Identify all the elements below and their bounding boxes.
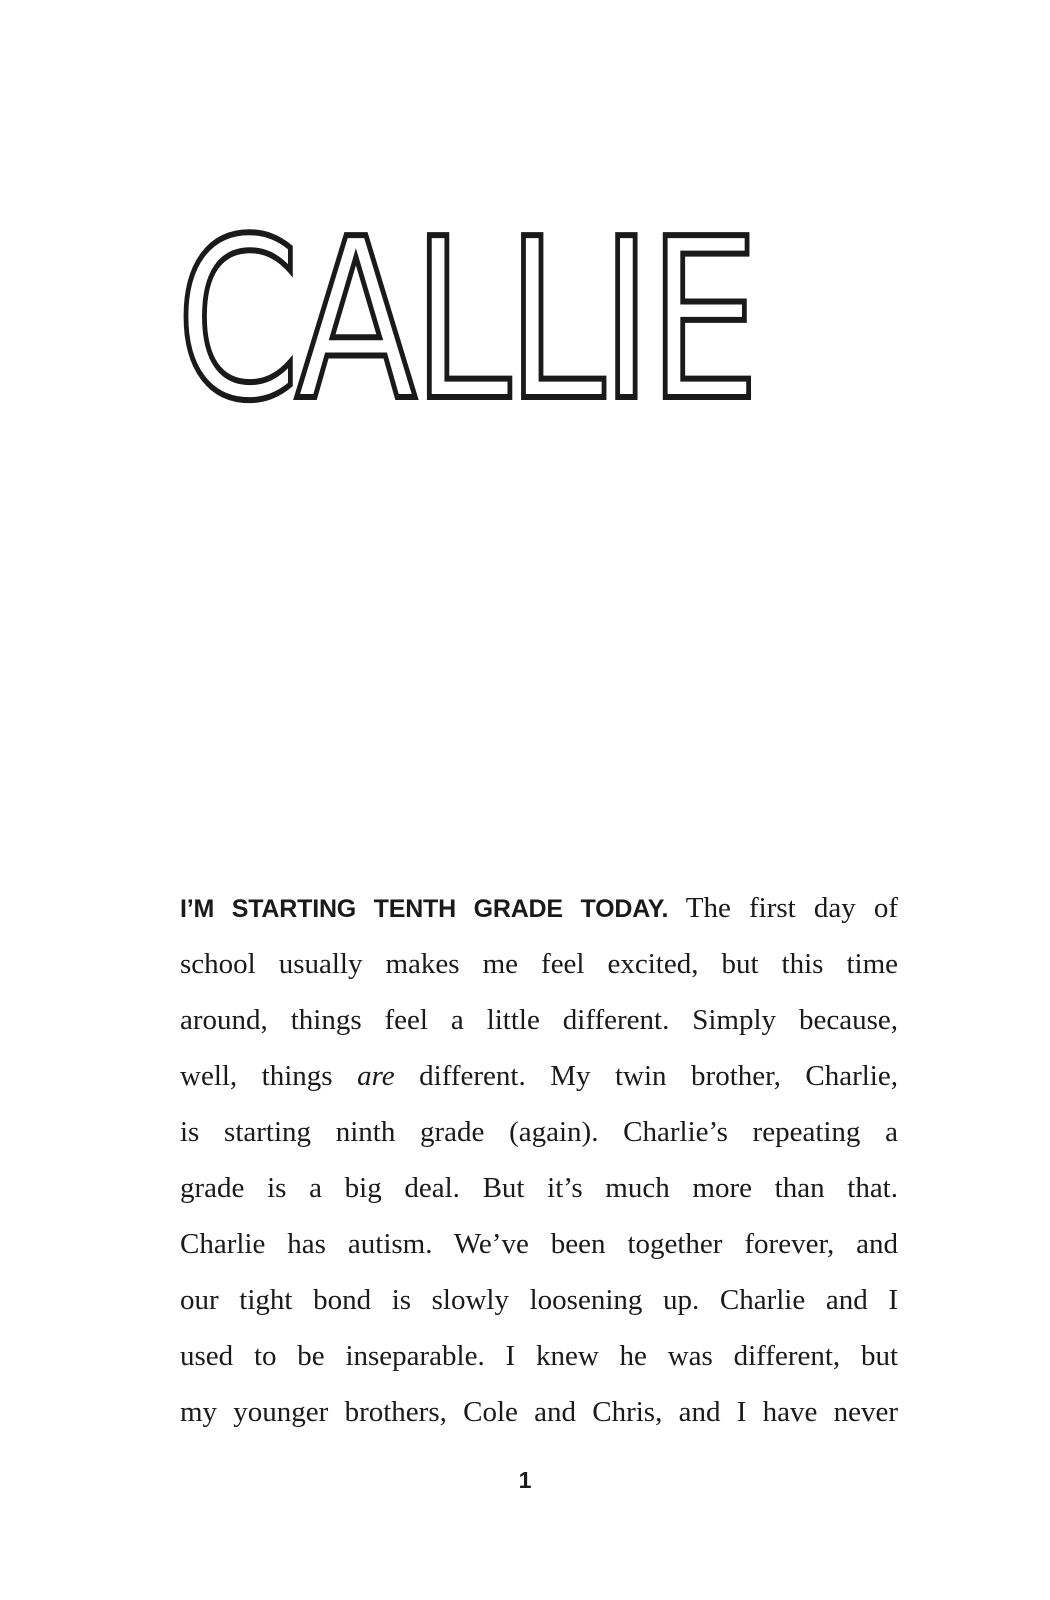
text-line-2: school usually makes me feel excited, but this time bbox=[180, 948, 898, 980]
emphasis-text: are bbox=[357, 1060, 395, 1092]
text-line-6: grade is a big deal. But it’s much more than that. bbox=[180, 1172, 898, 1204]
text-line-8: our tight bond is slowly loosening up. Charlie and I bbox=[180, 1284, 898, 1316]
text-line-7: Charlie has autism. We’ve been together forever, and bbox=[180, 1228, 898, 1260]
text-line-4 bbox=[180, 1048, 898, 1104]
body-paragraph bbox=[180, 880, 898, 1440]
text-line-1 bbox=[180, 880, 898, 936]
text-line-4-start: well, things bbox=[180, 1060, 358, 1092]
lead-in-text: I’M STARTING TENTH GRADE TODAY. bbox=[180, 895, 669, 923]
text-line-9: used to be inseparable. I knew he was different, but bbox=[180, 1340, 898, 1372]
text-line-5: is starting ninth grade (again). Charlie’s repeating a bbox=[180, 1116, 898, 1148]
text-line-4-end: different. My twin brother, Charlie, bbox=[394, 1060, 898, 1092]
text-line-10: my younger brothers, Cole and Chris, and I have never bbox=[180, 1396, 898, 1428]
text-line-1-rest: The first day of bbox=[668, 892, 898, 924]
text-line-3: around, things feel a little different. Simply because, bbox=[180, 1004, 898, 1036]
page-number: 1 bbox=[518, 1467, 532, 1493]
chapter-title: CALLIE bbox=[176, 192, 756, 450]
